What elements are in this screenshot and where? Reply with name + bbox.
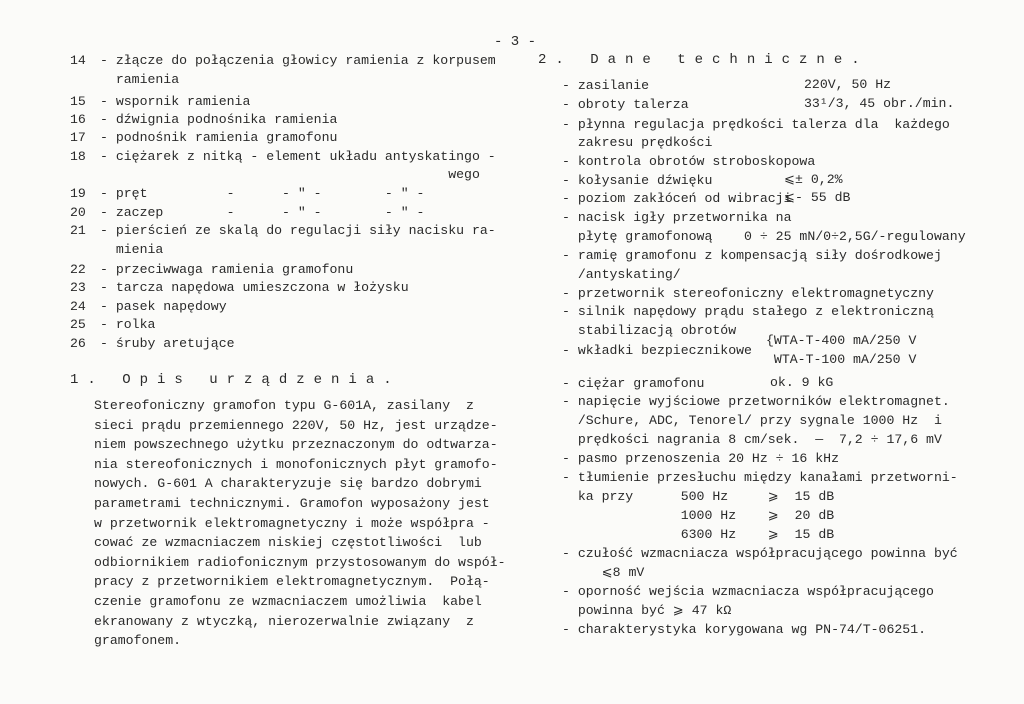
list-item: 19 - pręt - - " - - " - (70, 186, 425, 201)
value-wkladka-1: {WTA-T-400 mA/250 V (766, 333, 917, 348)
section-heading-dane: 2. Dane techniczne. (538, 52, 869, 68)
paragraph-line: cować ze wzmacniaczem niskiej częstotliwości lub (94, 535, 482, 551)
spec-line: - poziom zakłóceń od wibracji (562, 191, 792, 206)
paragraph-line: odbiornikiem radiofonicznym przystosowanym do współ- (94, 554, 506, 570)
spec-line: zakresu prędkości (562, 135, 713, 150)
spec-line: - zasilanie (562, 78, 650, 93)
list-item: 18 - ciężarek z nitką - element układu antyskatingo - (70, 149, 496, 164)
list-item: mienia (100, 242, 164, 257)
value-zaklocenia: ⩽- 55 dB (784, 190, 851, 205)
value-wkladka-2: WTA-T-100 mA/250 V (766, 352, 917, 367)
spec-line: ka przy 500 Hz ⩾ 15 dB (562, 489, 835, 504)
spec-line: - ramię gramofonu z kompensacją siły dośrodkowej (562, 248, 942, 263)
spec-line: prędkości nagrania 8 cm/sek. — 7,2 ÷ 17,6 mV (562, 432, 942, 447)
description-paragraph (94, 396, 506, 651)
spec-line: - wkładki bezpiecznikowe (562, 343, 752, 358)
value-zasilanie: 220V, 50 Hz (804, 77, 892, 92)
paragraph-line: gramofonem. (94, 633, 182, 649)
value-ciezar: ok. 9 kG (770, 375, 834, 390)
paragraph-line: sieci prądu przemiennego 220V, 50 Hz, jest urządze- (94, 417, 498, 433)
list-item: 21 - pierścień ze skalą do regulacji siły nacisku ra- (70, 223, 496, 238)
paragraph-line: pracy z przetwornikiem elektromagnetycznym. Połą- (94, 574, 490, 590)
spec-line: - kołysanie dźwięku (562, 173, 713, 188)
list-item: wego (100, 167, 480, 182)
list-item: 14 - złącze do połączenia głowicy ramienia z korpusem (70, 53, 496, 68)
paragraph-line: parametrami technicznymi. Gramofon wyposażony jest (94, 495, 490, 511)
list-item: 22 - przeciwwaga ramienia gramofonu (70, 262, 354, 277)
spec-line: 1000 Hz ⩾ 20 dB (562, 508, 835, 523)
list-item: ramienia (100, 72, 180, 87)
paragraph-line: ekranowany z wtyczką, nierozerwalnie związany z (94, 613, 474, 629)
spec-line: - napięcie wyjściowe przetworników elektromagnet. (562, 394, 950, 409)
paragraph-line: czenie gramofonu ze wzmacniaczem umożliwia kabel (94, 593, 482, 609)
spec-line: - pasmo przenoszenia 20 Hz ÷ 16 kHz (562, 451, 839, 466)
spec-line: płytę gramofonową 0 ÷ 25 mN/0÷2,5G/-regulowany (562, 229, 966, 244)
spec-line: stabilizacją obrotów (562, 323, 737, 338)
list-item: 17 - podnośnik ramienia gramofonu (70, 130, 338, 145)
list-item: 16 - dźwignia podnośnika ramienia (70, 112, 338, 127)
spec-line: - silnik napędowy prądu stałego z elektroniczną (562, 304, 934, 319)
spec-line: /Schure, ADC, Tenorel/ przy sygnale 1000 Hz i (562, 413, 942, 428)
spec-line: - obroty talerza (562, 97, 689, 112)
spec-line: - przetwornik stereofoniczny elektromagnetyczny (562, 286, 934, 301)
list-item: 24 - pasek napędowy (70, 299, 227, 314)
spec-line: - ciężar gramofonu (562, 376, 705, 391)
spec-line: - kontrola obrotów stroboskopowa (562, 154, 816, 169)
spec-line: 6300 Hz ⩾ 15 dB (562, 527, 835, 542)
value-obroty: 33¹/3, 45 obr./min. (804, 96, 955, 111)
spec-line: - charakterystyka korygowana wg PN-74/T-06251. (562, 622, 927, 637)
section-heading-opis: 1. Opis urządzenia. (70, 372, 401, 388)
spec-line: - czułość wzmacniacza współpracującego powinna być (562, 546, 958, 561)
spec-line: - płynna regulacja prędkości talerza dla każdego (562, 117, 950, 132)
spec-line: - tłumienie przesłuchu między kanałami przetworni- (562, 470, 958, 485)
list-item: 25 - rolka (70, 317, 156, 332)
list-item: 23 - tarcza napędowa umieszczona w łożysku (70, 280, 409, 295)
value-kolysanie: ⩽± 0,2% (784, 172, 843, 187)
list-item: 26 - śruby aretujące (70, 336, 235, 351)
spec-line: /antyskating/ (562, 267, 681, 282)
spec-line: powinna być ⩾ 47 kΩ (562, 603, 732, 618)
paragraph-line: nia stereofonicznych i monofonicznych płyt gramofo- (94, 456, 498, 472)
spec-line: ⩽8 mV (562, 565, 645, 580)
spec-line: - oporność wejścia wzmacniacza współpracującego (562, 584, 934, 599)
paragraph-line: niem powszechnego użytku przeznaczonym do odtwarza- (94, 437, 498, 453)
page-number: - 3 - (494, 34, 537, 50)
spec-line: - nacisk igły przetwornika na (562, 210, 792, 225)
paragraph-line: nowych. G-601 A charakteryzuje się bardzo dobrymi (94, 476, 482, 492)
paragraph-line: w przetwornik elektromagnetyczny i może współpra - (94, 515, 490, 531)
list-item: 15 - wspornik ramienia (70, 94, 251, 109)
list-item: 20 - zaczep - - " - - " - (70, 205, 425, 220)
paragraph-line: Stereofoniczny gramofon typu G-601A, zasilany z (94, 398, 474, 413)
